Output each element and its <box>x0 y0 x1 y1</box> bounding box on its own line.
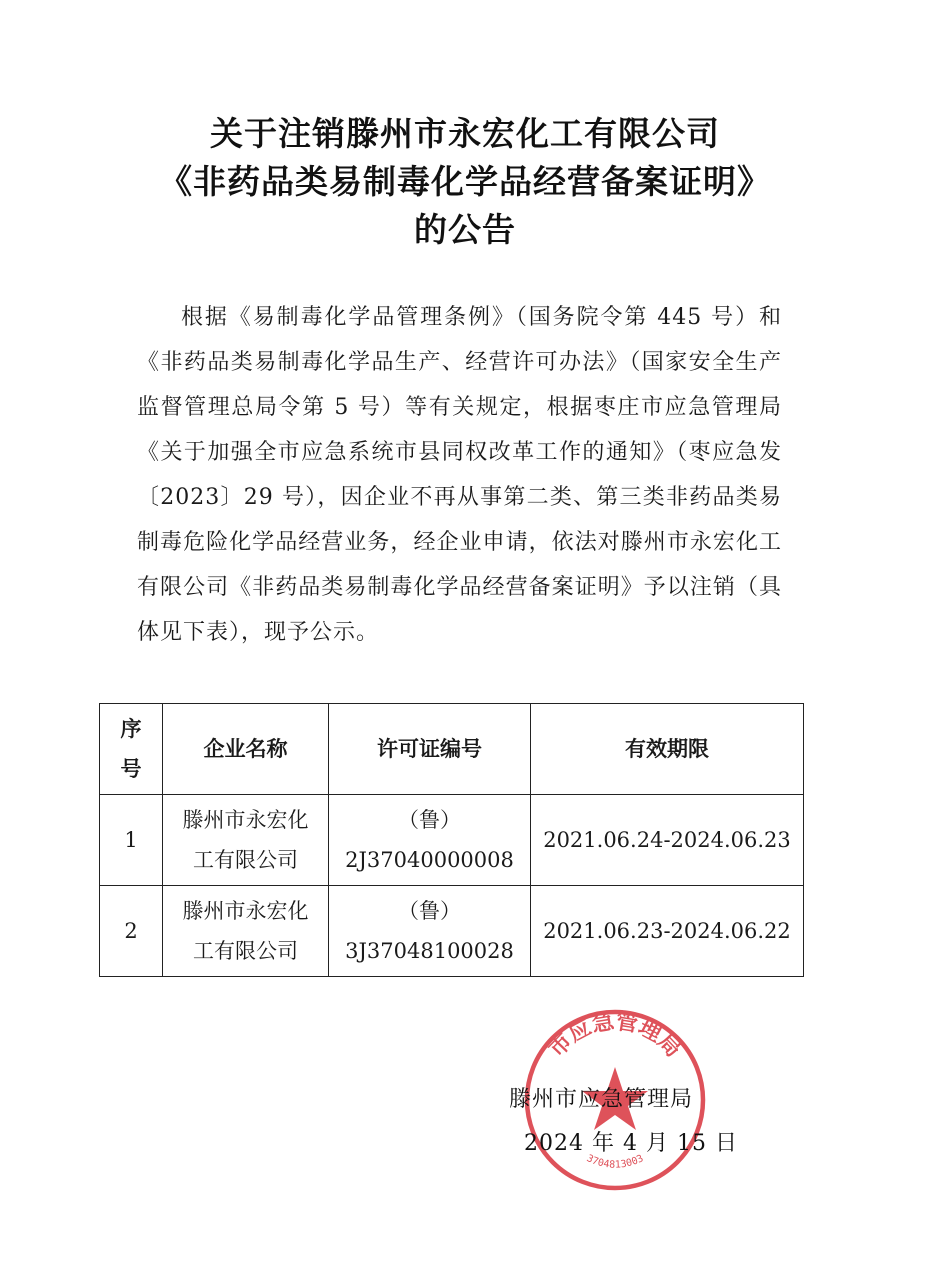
row-license <box>329 886 531 977</box>
row-seq: 2 <box>100 886 163 977</box>
row-company <box>163 795 329 886</box>
title-line-3: 的公告 <box>414 210 516 249</box>
announcement-paragraph: 根据《易制毒化学品管理条例》（国务院令第 445 号）和《非药品类易制毒化学品生产、经营许可办法》（国家安全生产监督管理总局令第 5 号）等有关规定，根据枣庄市应急管理局《关于加强全市应急系统市县同权改革工作的通知》（枣应急发〔2023〕29 号），因企业不再从事第二类、第三类非药品类易制毒危险化学品经营业务，经企业申请，依法对滕州市永宏化工有限公司《非药品类易制毒化学品经营备案证明》予以注销（具体见下表），现予公示。 <box>137 305 782 645</box>
license-line2: 3J37048100028 <box>345 939 514 963</box>
header-seq-line2: 号 <box>120 757 142 781</box>
table-row <box>100 886 804 977</box>
issuing-authority: 滕州市应急管理局 <box>509 1087 694 1112</box>
row-validity: 2021.06.23-2024.06.22 <box>531 886 804 977</box>
header-seq-line1: 序 <box>120 717 142 741</box>
company-line2: 工有限公司 <box>193 939 298 963</box>
header-seq <box>100 704 163 795</box>
row-license <box>329 795 531 886</box>
license-line1: （鲁） <box>398 808 461 832</box>
seal-text: 市应急管理局 <box>544 1009 686 1063</box>
svg-text:市应急管理局 <box>544 1008 685 1062</box>
header-validity: 有效期限 <box>531 704 804 795</box>
title-line-2: 《非药品类易制毒化学品经营备案证明》 <box>159 162 771 201</box>
seal-number: 3704813003 <box>584 1153 646 1171</box>
title-line-1: 关于注销滕州市永宏化工有限公司 <box>210 114 720 153</box>
company-line1: 滕州市永宏化 <box>182 899 309 923</box>
issue-date: 2024 年 4 月 15 日 <box>524 1131 738 1156</box>
row-company <box>163 886 329 977</box>
company-line1: 滕州市永宏化 <box>182 808 309 832</box>
header-company: 企业名称 <box>163 704 329 795</box>
header-license: 许可证编号 <box>329 704 531 795</box>
row-validity: 2021.06.24-2024.06.23 <box>531 795 804 886</box>
row-seq: 1 <box>100 795 163 886</box>
table-header-row <box>100 704 804 795</box>
company-line2: 工有限公司 <box>193 848 298 872</box>
license-line2: 2J37040000008 <box>345 848 514 872</box>
license-line1: （鲁） <box>398 899 461 923</box>
table-row <box>100 795 804 886</box>
permit-table <box>99 703 804 977</box>
